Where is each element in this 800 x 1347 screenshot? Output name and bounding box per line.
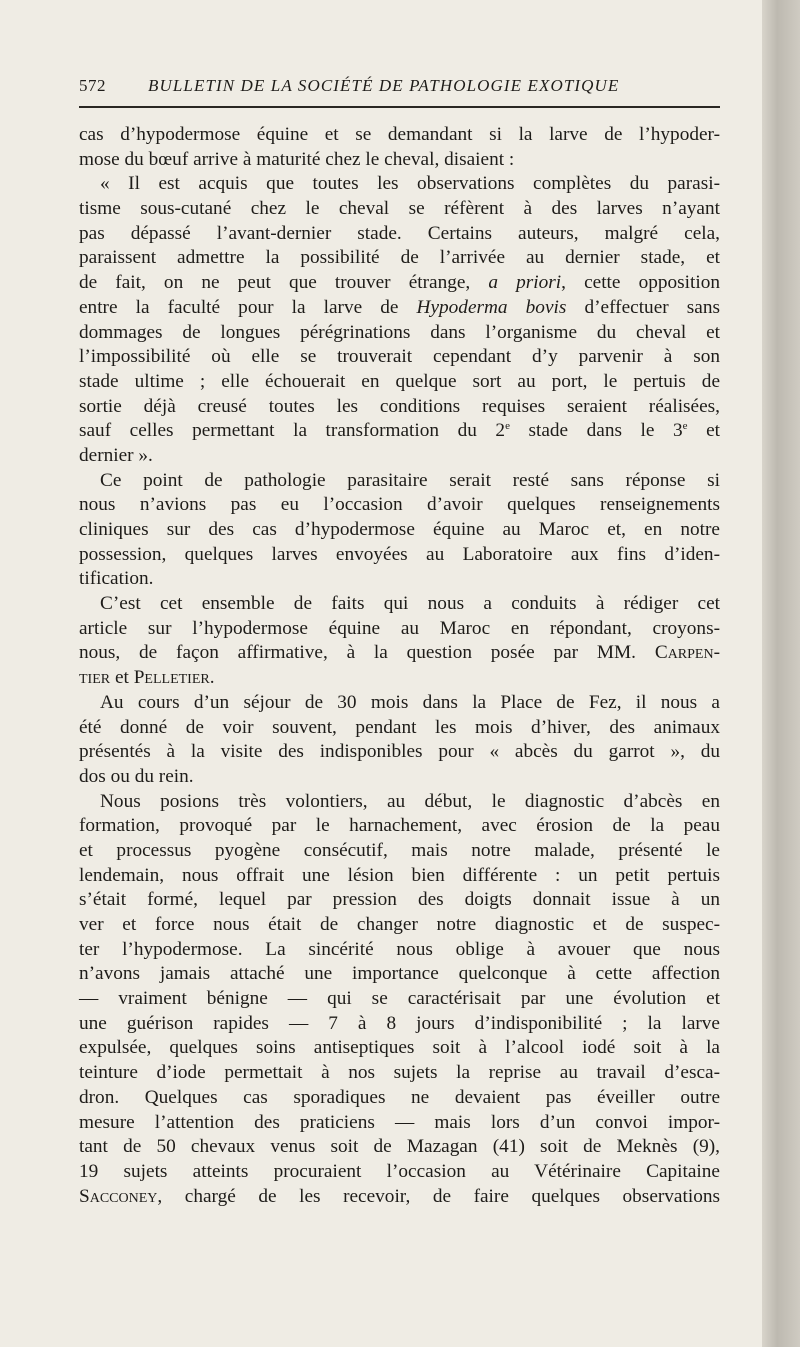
text-line: possession, quelques larves envoyées au Laboratoire aux fins d’iden- — [79, 543, 720, 565]
text-line: tier et Pelletier. — [79, 667, 215, 689]
text-line: nous, de façon affirmative, à la question posée par MM. Carpen- — [79, 642, 721, 664]
text-line: n’avons jamais attaché une importance quelconque à cette affection — [79, 963, 720, 985]
text-line: tisme sous-cutané chez le cheval se réfèrent à des larves n’ayant — [79, 198, 720, 220]
text-line: expulsée, quelques soins antiseptiques soit à l’alcool iodé soit à la — [79, 1037, 720, 1059]
text-line: Ce point de pathologie parasitaire serait resté sans réponse si — [100, 469, 720, 491]
italic-species-name: Hypoderma bovis — [416, 296, 567, 318]
text-line: cliniques sur des cas d’hypodermose équine au Maroc et, en notre — [79, 519, 720, 540]
text-line: paraissent admettre la possibilité de l’arrivée au dernier stade, et — [79, 247, 720, 269]
text-line: ter l’hypodermose. La sincérité nous oblige à avouer que nous — [79, 938, 720, 960]
page-number: 572 — [79, 76, 106, 95]
author-name: Pelletier — [133, 667, 210, 689]
text-line: dos ou du rein. — [79, 765, 194, 787]
italic-a-priori: a priori — [488, 272, 562, 294]
text-line: cas d’hypodermose équine et se demandant si la larve de l’hypoder- — [79, 124, 720, 145]
text-line: pas dépassé l’avant-dernier stade. Certains auteurs, malgré cela, — [79, 222, 720, 244]
text-line: mesure l’attention des praticiens — mais lors d’un convoi impor- — [79, 1111, 720, 1133]
author-name: Carpen- — [654, 642, 721, 664]
text-line: tification. — [79, 568, 154, 590]
text-line: Nous posions très volontiers, au début, le diagnostic d’abcès en — [100, 790, 720, 812]
text-line: été donné de voir souvent, pendant les mois d’hiver, des animaux — [79, 716, 720, 738]
page-edge-shadow — [762, 0, 800, 1347]
text-line: dernier ». — [79, 444, 153, 466]
text-line: formation, provoqué par le harnachement, avec érosion de la peau — [79, 815, 720, 837]
text-line: tant de 50 chevaux venus soit de Mazagan (41) soit de Meknès (9), — [79, 1136, 720, 1158]
text-line: Sacconey, chargé de les recevoir, de faire quelques observations — [79, 1185, 720, 1207]
text-line: stade ultime ; elle échouerait en quelque sort au port, le pertuis de — [79, 370, 720, 392]
text-line: présentés à la visite des indisponibles pour « abcès du garrot », du — [79, 741, 720, 763]
text-line: s’était formé, lequel par pression des doigts donnait issue à un — [79, 889, 720, 911]
text-line: dron. Quelques cas sporadiques ne devaient pas éveiller outre — [79, 1086, 720, 1108]
text-line: de fait, on ne peut que trouver étrange, a priori, cette opposition — [79, 272, 720, 294]
text-line: mose du bœuf arrive à maturité chez le cheval, disaient : — [79, 148, 515, 170]
text-line: — vraiment bénigne — qui se caractérisait par une évolution et — [79, 988, 720, 1010]
text-line: l’impossibilité où elle se trouverait cependant d’y parvenir à son — [79, 346, 720, 368]
text-line: lendemain, nous offrait une lésion bien différente : un petit pertuis — [79, 864, 720, 886]
text-line: dommages de longues pérégrinations dans l’organisme du cheval et — [79, 321, 720, 343]
text-line: article sur l’hypodermose équine au Maroc en répondant, croyons- — [79, 617, 720, 639]
text-line: Au cours d’un séjour de 30 mois dans la Place de Fez, il nous a — [100, 691, 720, 713]
text-line: entre la faculté pour la larve de Hypoderma bovis d’effectuer sans — [79, 296, 720, 318]
text-line: et processus pyogène consécutif, mais notre malade, présenté le — [79, 839, 720, 861]
text-line: une guérison rapides — 7 à 8 jours d’indisponibilité ; la larve — [79, 1012, 720, 1034]
text-line: sauf celles permettant la transformation du 2e stade dans le 3e et — [79, 420, 720, 442]
author-name: Sacconey — [79, 1185, 158, 1207]
text-line: C’est cet ensemble de faits qui nous a conduits à rédiger cet — [100, 593, 720, 615]
text-line: ver et force nous était de changer notre diagnostic et de suspec- — [79, 914, 720, 935]
text-line: « Il est acquis que toutes les observations complètes du parasi- — [100, 173, 720, 195]
header-rule — [79, 106, 720, 108]
journal-title: BULLETIN DE LA SOCIÉTÉ DE PATHOLOGIE EXOTIQUE — [148, 76, 620, 95]
body-text — [79, 123, 720, 1209]
text-line: sortie déjà creusé toutes les conditions requises seraient réalisées, — [79, 395, 720, 417]
text-line: 19 sujets atteints procuraient l’occasion au Vétérinaire Capitaine — [79, 1160, 720, 1182]
text-line: nous n’avions pas eu l’occasion d’avoir quelques renseignements — [79, 494, 720, 516]
running-header — [79, 76, 720, 102]
text-line: teinture d’iode permettait à nos sujets la reprise au travail d’esca- — [79, 1062, 720, 1084]
